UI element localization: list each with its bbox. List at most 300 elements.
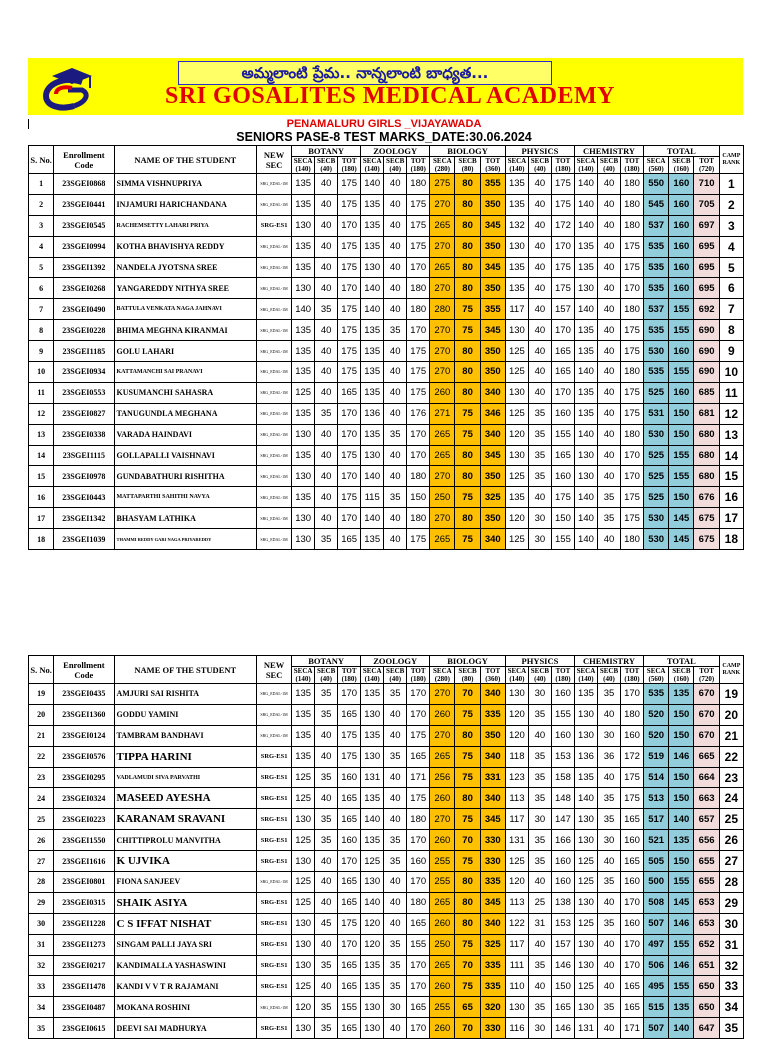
mark-cell: 35 [315, 299, 338, 320]
mark-cell: 340 [480, 913, 505, 934]
mark-cell: 160 [669, 382, 694, 403]
mark-cell: 40 [315, 194, 338, 215]
new-section: SRG-ES1 [257, 767, 292, 788]
mark-cell: 170 [621, 466, 644, 487]
mark-cell: 130 [574, 445, 597, 466]
mark-cell: 40 [384, 174, 407, 195]
new-section: SRG-ES1 [257, 976, 292, 997]
mark-cell: 135 [292, 725, 315, 746]
mark-cell: 35 [315, 997, 338, 1018]
mark-cell: 130 [292, 466, 315, 487]
col-sub-header: SECB (40) [315, 667, 338, 684]
mark-cell: 135 [292, 704, 315, 725]
mark-cell: 165 [338, 976, 361, 997]
mark-cell: 175 [621, 767, 644, 788]
table-row [29, 424, 744, 445]
mark-cell: 40 [528, 257, 551, 278]
mark-cell: 170 [551, 382, 574, 403]
mark-cell: 135 [292, 445, 315, 466]
mark-cell: 35 [528, 788, 551, 809]
mark-cell: 35 [528, 851, 551, 872]
mark-cell: 170 [338, 508, 361, 529]
enrollment-code: 23SGEI0443 [54, 487, 114, 508]
table-row [29, 1018, 744, 1039]
mark-cell: 657 [694, 809, 719, 830]
mark-cell: 175 [338, 194, 361, 215]
mark-cell: 40 [384, 1018, 407, 1039]
col-sub-header: SECA (560) [644, 667, 669, 684]
enrollment-code: 23SGEI0338 [54, 424, 114, 445]
enrollment-code: 23SGEI1185 [54, 341, 114, 362]
mark-cell: 157 [551, 299, 574, 320]
mark-cell: 665 [694, 746, 719, 767]
mark-cell: 140 [574, 194, 597, 215]
mark-cell: 175 [407, 788, 430, 809]
mark-cell: 680 [694, 445, 719, 466]
table-row [29, 466, 744, 487]
mark-cell: 150 [551, 976, 574, 997]
mark-cell: 330 [480, 830, 505, 851]
mark-cell: 80 [455, 466, 480, 487]
mark-cell: 165 [407, 746, 430, 767]
mark-cell: 180 [621, 704, 644, 725]
mark-cell: 40 [315, 976, 338, 997]
camp-rank: 3 [719, 215, 743, 236]
mark-cell: 500 [644, 872, 669, 893]
mark-cell: 175 [338, 341, 361, 362]
mark-cell: 331 [480, 767, 505, 788]
col-sno: S. No. [29, 656, 54, 684]
mark-cell: 135 [361, 341, 384, 362]
mark-cell: 335 [480, 955, 505, 976]
mark-cell: 35 [384, 746, 407, 767]
mark-cell: 175 [407, 529, 430, 550]
enrollment-code: 23SGEI1039 [54, 529, 114, 550]
mark-cell: 80 [455, 872, 480, 893]
mark-cell: 130 [361, 445, 384, 466]
mark-cell: 650 [694, 997, 719, 1018]
mark-cell: 270 [430, 684, 455, 705]
mark-cell: 35 [597, 913, 620, 934]
camp-rank: 31 [719, 934, 743, 955]
mark-cell: 40 [315, 892, 338, 913]
mark-cell: 40 [315, 851, 338, 872]
mark-cell: 135 [361, 725, 384, 746]
mark-cell: 135 [361, 194, 384, 215]
col-sub-header: SECA (140) [361, 157, 384, 174]
serial-number: 1 [29, 174, 54, 195]
mark-cell: 147 [551, 809, 574, 830]
col-sub-header: SECB (160) [669, 667, 694, 684]
serial-number: 15 [29, 466, 54, 487]
enrollment-code: 23SGEI0490 [54, 299, 114, 320]
student-name: K UJVIKA [114, 851, 257, 872]
table-row [29, 976, 744, 997]
serial-number: 14 [29, 445, 54, 466]
mark-cell: 170 [621, 892, 644, 913]
table-row [29, 445, 744, 466]
mark-cell: 80 [455, 257, 480, 278]
mark-cell: 681 [694, 403, 719, 424]
student-name: BHASYAM LATHIKA [114, 508, 257, 529]
mark-cell: 135 [361, 382, 384, 403]
mark-cell: 170 [338, 684, 361, 705]
enrollment-code: 23SGEI1342 [54, 508, 114, 529]
mark-cell: 175 [551, 278, 574, 299]
table-row [29, 529, 744, 550]
mark-cell: 155 [551, 704, 574, 725]
mark-cell: 35 [597, 809, 620, 830]
mark-cell: 80 [455, 215, 480, 236]
student-name: INJAMURI HARICHANDANA [114, 194, 257, 215]
mark-cell: 265 [430, 424, 455, 445]
mark-cell: 670 [694, 725, 719, 746]
mark-cell: 180 [407, 892, 430, 913]
mark-cell: 535 [644, 278, 669, 299]
mark-cell: 130 [574, 809, 597, 830]
mark-cell: 675 [694, 529, 719, 550]
serial-number: 27 [29, 851, 54, 872]
student-name: KOTHA BHAVISHYA REDDY [114, 236, 257, 257]
mark-cell: 145 [669, 892, 694, 913]
mark-cell: 653 [694, 913, 719, 934]
mark-cell: 40 [315, 174, 338, 195]
mark-cell: 170 [338, 934, 361, 955]
mark-cell: 165 [621, 809, 644, 830]
mark-cell: 160 [551, 466, 574, 487]
mark-cell: 135 [361, 424, 384, 445]
enrollment-code: 23SGEI0228 [54, 320, 114, 341]
mark-cell: 145 [669, 508, 694, 529]
mark-cell: 157 [551, 934, 574, 955]
mark-cell: 40 [528, 872, 551, 893]
camp-rank: 21 [719, 725, 743, 746]
page-title: SENIORS PASE-8 TEST MARKS_DATE:30.06.2024 [236, 130, 532, 144]
mark-cell: 160 [621, 725, 644, 746]
mark-cell: 35 [597, 487, 620, 508]
mark-cell: 146 [551, 955, 574, 976]
camp-rank: 2 [719, 194, 743, 215]
mark-cell: 40 [597, 529, 620, 550]
mark-cell: 40 [384, 704, 407, 725]
mark-cell: 340 [480, 746, 505, 767]
camp-rank: 28 [719, 872, 743, 893]
mark-cell: 165 [338, 872, 361, 893]
mark-cell: 120 [361, 934, 384, 955]
mark-cell: 70 [455, 830, 480, 851]
mark-cell: 335 [480, 872, 505, 893]
mark-cell: 117 [505, 809, 528, 830]
col-sub-header: SECA (140) [361, 667, 384, 684]
camp-rank: 30 [719, 913, 743, 934]
mark-cell: 135 [669, 684, 694, 705]
mark-cell: 130 [361, 704, 384, 725]
mark-cell: 40 [384, 445, 407, 466]
mark-cell: 40 [597, 215, 620, 236]
mark-cell: 146 [669, 955, 694, 976]
serial-number: 25 [29, 809, 54, 830]
mark-cell: 345 [480, 809, 505, 830]
mark-cell: 40 [597, 382, 620, 403]
mark-cell: 175 [407, 725, 430, 746]
camp-rank: 20 [719, 704, 743, 725]
mark-cell: 35 [315, 704, 338, 725]
new-section: SRG_EDAL-1M [257, 704, 292, 725]
camp-rank: 25 [719, 809, 743, 830]
camp-rank: 33 [719, 976, 743, 997]
mark-cell: 130 [361, 257, 384, 278]
mark-cell: 175 [407, 194, 430, 215]
mark-cell: 655 [694, 872, 719, 893]
mark-cell: 120 [361, 913, 384, 934]
table-body [29, 174, 744, 550]
mark-cell: 260 [430, 976, 455, 997]
col-sub-header: TOT (180) [551, 157, 574, 174]
serial-number: 35 [29, 1018, 54, 1039]
mark-cell: 165 [407, 997, 430, 1018]
mark-cell: 170 [338, 851, 361, 872]
col-sub-header: TOT (180) [407, 667, 430, 684]
mark-cell: 260 [430, 830, 455, 851]
student-name: FIONA SANJEEV [114, 872, 257, 893]
mark-cell: 180 [407, 174, 430, 195]
mark-cell: 165 [338, 1018, 361, 1039]
table-row [29, 892, 744, 913]
col-sub-header: TOT (180) [338, 157, 361, 174]
new-section: SRG_EDAL-1M [257, 529, 292, 550]
mark-cell: 180 [621, 194, 644, 215]
camp-rank: 15 [719, 466, 743, 487]
mark-cell: 535 [644, 236, 669, 257]
mark-cell: 80 [455, 508, 480, 529]
student-name: KANDIMALLA YASHASWINI [114, 955, 257, 976]
serial-number: 9 [29, 341, 54, 362]
mark-cell: 125 [292, 767, 315, 788]
mark-cell: 521 [644, 830, 669, 851]
mark-cell: 180 [407, 299, 430, 320]
table-row [29, 913, 744, 934]
mark-cell: 345 [480, 320, 505, 341]
mark-cell: 146 [669, 913, 694, 934]
mark-cell: 40 [315, 320, 338, 341]
serial-number: 31 [29, 934, 54, 955]
table-row [29, 997, 744, 1018]
mark-cell: 271 [430, 403, 455, 424]
mark-cell: 40 [315, 872, 338, 893]
mark-cell: 655 [694, 851, 719, 872]
mark-cell: 146 [551, 1018, 574, 1039]
mark-cell: 507 [644, 1018, 669, 1039]
mark-cell: 40 [528, 215, 551, 236]
table-row [29, 955, 744, 976]
col-sub-header: TOT (720) [694, 667, 719, 684]
enrollment-code: 23SGEI0124 [54, 725, 114, 746]
new-section: SRG-ES1 [257, 1018, 292, 1039]
mark-cell: 40 [528, 174, 551, 195]
col-group-physics: PHYSICS [505, 146, 574, 157]
new-section: SRG_EDAL-1M [257, 684, 292, 705]
mark-cell: 130 [574, 955, 597, 976]
student-name: BATTULA VENKATA NAGA JAHNAVI [114, 299, 257, 320]
mark-cell: 140 [361, 508, 384, 529]
student-name: VARADA HAINDAVI [114, 424, 257, 445]
mark-cell: 125 [292, 872, 315, 893]
col-sub-header: TOT (180) [338, 667, 361, 684]
camp-rank: 4 [719, 236, 743, 257]
mark-cell: 170 [407, 704, 430, 725]
enrollment-code: 23SGEI0487 [54, 997, 114, 1018]
mark-cell: 140 [574, 529, 597, 550]
mark-cell: 35 [315, 403, 338, 424]
mark-cell: 140 [574, 487, 597, 508]
mark-cell: 250 [430, 934, 455, 955]
mark-cell: 40 [597, 466, 620, 487]
table-row [29, 487, 744, 508]
table-row [29, 851, 744, 872]
mark-cell: 170 [621, 278, 644, 299]
mark-cell: 125 [505, 362, 528, 383]
mark-cell: 125 [292, 892, 315, 913]
mark-cell: 130 [292, 809, 315, 830]
enrollment-code: 23SGEI0994 [54, 236, 114, 257]
mark-cell: 40 [384, 236, 407, 257]
new-section: SRG_EDAL-1M [257, 278, 292, 299]
mark-cell: 122 [505, 913, 528, 934]
mark-cell: 175 [338, 746, 361, 767]
enrollment-code: 23SGEI0615 [54, 1018, 114, 1039]
mark-cell: 550 [644, 174, 669, 195]
mark-cell: 255 [430, 997, 455, 1018]
col-sub-header: SECA (140) [505, 667, 528, 684]
col-sub-header: TOT (720) [694, 157, 719, 174]
table-body [29, 684, 744, 1039]
mark-cell: 131 [505, 830, 528, 851]
mark-cell: 155 [669, 362, 694, 383]
new-section: SRG_EDAL-1M [257, 320, 292, 341]
mark-cell: 140 [361, 809, 384, 830]
mark-cell: 176 [407, 403, 430, 424]
mark-cell: 656 [694, 830, 719, 851]
mark-cell: 130 [292, 934, 315, 955]
enrollment-code: 23SGEI1228 [54, 913, 114, 934]
mark-cell: 265 [430, 955, 455, 976]
mark-cell: 175 [621, 508, 644, 529]
mark-cell: 160 [621, 830, 644, 851]
mark-cell: 40 [384, 529, 407, 550]
mark-cell: 170 [338, 278, 361, 299]
col-group-biology: BIOLOGY [430, 656, 506, 667]
mark-cell: 80 [455, 788, 480, 809]
col-sub-header: TOT (180) [407, 157, 430, 174]
mark-cell: 170 [338, 424, 361, 445]
mark-cell: 260 [430, 913, 455, 934]
mark-cell: 40 [528, 382, 551, 403]
mark-cell: 40 [597, 257, 620, 278]
mark-cell: 130 [361, 997, 384, 1018]
student-name: YANGAREDDY NITHYA SREE [114, 278, 257, 299]
enrollment-code: 23SGEI0223 [54, 809, 114, 830]
new-section: SRG_EDAL-1M [257, 236, 292, 257]
mark-cell: 135 [292, 320, 315, 341]
mark-cell: 130 [361, 872, 384, 893]
mark-cell: 165 [338, 704, 361, 725]
student-name: GOLU LAHARI [114, 341, 257, 362]
mark-cell: 135 [574, 767, 597, 788]
mark-cell: 520 [644, 725, 669, 746]
mark-cell: 150 [669, 767, 694, 788]
camp-rank: 8 [719, 320, 743, 341]
enrollment-code: 23SGEI1273 [54, 934, 114, 955]
serial-number: 5 [29, 257, 54, 278]
mark-cell: 70 [455, 1018, 480, 1039]
mark-cell: 170 [407, 872, 430, 893]
camp-rank: 26 [719, 830, 743, 851]
mark-cell: 150 [669, 788, 694, 809]
table-row [29, 341, 744, 362]
table-row [29, 872, 744, 893]
camp-rank: 14 [719, 445, 743, 466]
mark-cell: 166 [551, 830, 574, 851]
table-row [29, 830, 744, 851]
mark-cell: 325 [480, 487, 505, 508]
mark-cell: 35 [315, 529, 338, 550]
mark-cell: 150 [669, 851, 694, 872]
mark-cell: 135 [292, 362, 315, 383]
camp-rank: 32 [719, 955, 743, 976]
camp-rank: 23 [719, 767, 743, 788]
mark-cell: 40 [597, 767, 620, 788]
mark-cell: 180 [621, 174, 644, 195]
mark-cell: 40 [315, 934, 338, 955]
mark-cell: 497 [644, 934, 669, 955]
mark-cell: 180 [407, 508, 430, 529]
mark-cell: 25 [528, 892, 551, 913]
academy-name: SRI GOSALITES MEDICAL ACADEMY [165, 83, 615, 109]
mark-cell: 355 [480, 174, 505, 195]
mark-cell: 130 [574, 892, 597, 913]
col-sub-header: SECB (160) [669, 157, 694, 174]
mark-cell: 118 [505, 746, 528, 767]
mark-cell: 280 [430, 299, 455, 320]
mark-cell: 265 [430, 257, 455, 278]
col-sno: S. No. [29, 146, 54, 174]
student-name: AMJURI SAI RISHITA [114, 684, 257, 705]
mark-cell: 180 [621, 362, 644, 383]
mark-cell: 120 [505, 704, 528, 725]
mark-cell: 140 [361, 466, 384, 487]
mark-cell: 650 [694, 976, 719, 997]
mark-cell: 130 [361, 1018, 384, 1039]
mark-cell: 40 [315, 236, 338, 257]
new-section: SRG_EDAL-1M [257, 872, 292, 893]
mark-cell: 40 [528, 320, 551, 341]
mark-cell: 130 [574, 704, 597, 725]
mark-cell: 40 [597, 320, 620, 341]
mark-cell: 35 [384, 934, 407, 955]
mark-cell: 325 [480, 934, 505, 955]
mark-cell: 175 [621, 236, 644, 257]
mark-cell: 125 [292, 788, 315, 809]
camp-rank: 18 [719, 529, 743, 550]
new-section: SRG-ES1 [257, 892, 292, 913]
mark-cell: 35 [597, 508, 620, 529]
mark-cell: 180 [621, 299, 644, 320]
mark-cell: 35 [528, 466, 551, 487]
mark-cell: 80 [455, 382, 480, 403]
student-name: RACHEMSETTY LAHARI PRIYA [114, 215, 257, 236]
col-student-name: NAME OF THE STUDENT [114, 656, 257, 684]
mark-cell: 40 [315, 341, 338, 362]
